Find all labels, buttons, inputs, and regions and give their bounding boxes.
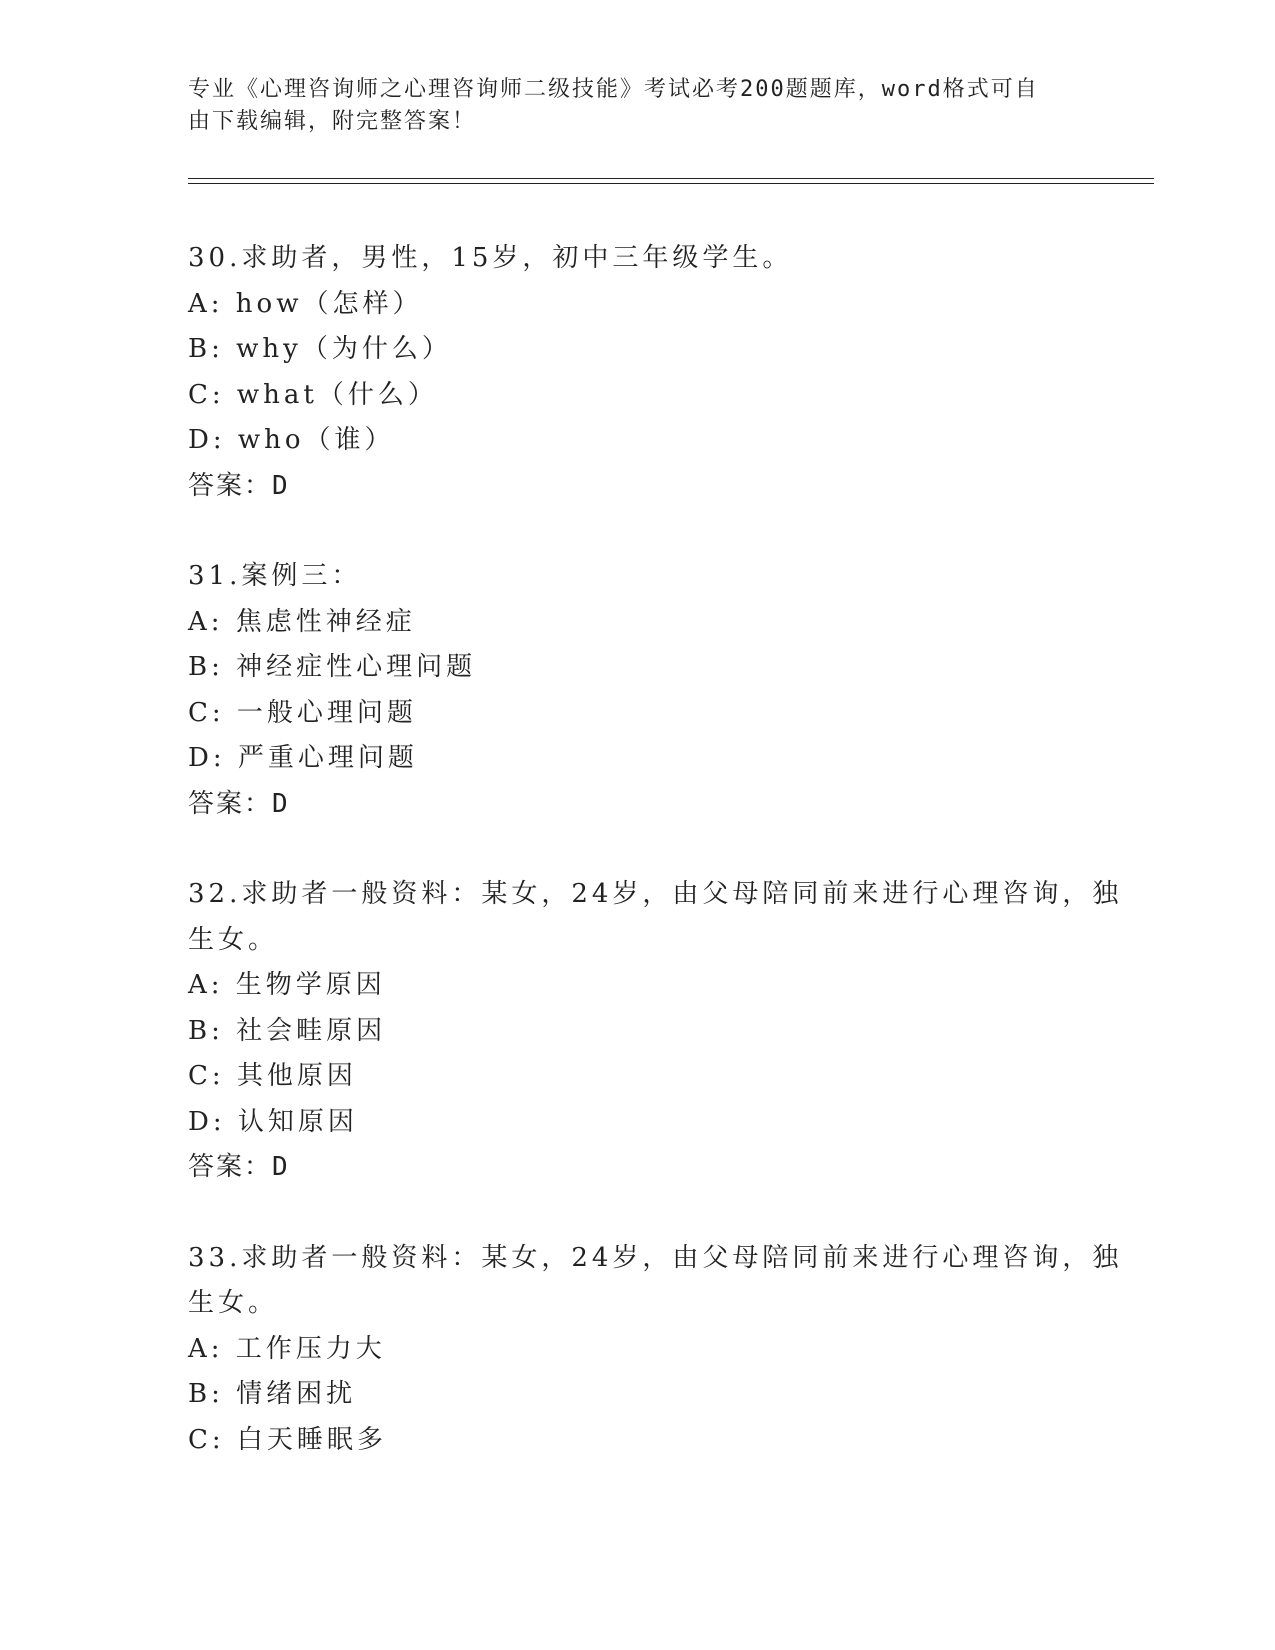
question-stem-line-2: 生女。 [188, 924, 279, 955]
answer: 答案：D [188, 470, 290, 501]
question-stem-line-1: 33.求助者一般资料：某女，24岁，由父母陪同前来进行心理咨询，独 [188, 1242, 1123, 1273]
option-b: B: 情绪困扰 [188, 1379, 357, 1409]
header-line-2: 由下载编辑，附完整答案！ [188, 109, 477, 134]
answer: 答案：D [188, 1152, 290, 1182]
option-d: D: 认知原因 [188, 1106, 358, 1137]
option-d: D: 严重心理问题 [188, 743, 418, 773]
question-stem: 31.案例三： [188, 561, 362, 591]
option-b: B: 社会畦原因 [188, 1015, 387, 1046]
option-a: A: how（怎样） [188, 288, 423, 319]
question-32 [188, 872, 1123, 1191]
option-a: A: 工作压力大 [188, 1333, 386, 1364]
option-c: C: what（什么） [188, 379, 438, 410]
header-rule-bottom [188, 183, 1154, 184]
option-c: C: 白天睡眠多 [188, 1424, 387, 1455]
answer: 答案：D [188, 788, 290, 819]
option-b: B: why（为什么） [188, 334, 452, 364]
option-d: D: who（谁） [188, 425, 395, 455]
question-stem-line-1: 32.求助者一般资料：某女，24岁，由父母陪同前来进行心理咨询，独 [188, 879, 1123, 909]
question-stem: 30.求助者，男性，15岁，初中三年级学生。 [188, 243, 793, 273]
question-list [188, 236, 1123, 1508]
question-stem-line-2: 生女。 [188, 1288, 279, 1318]
document-header [188, 74, 1068, 138]
question-31 [188, 554, 1088, 827]
option-c: C: 其他原因 [188, 1061, 357, 1091]
header-rule-top [188, 178, 1154, 179]
question-33 [188, 1236, 1123, 1464]
option-b: B: 神经症性心理问题 [188, 652, 477, 682]
option-a: A: 生物学原因 [188, 970, 386, 1000]
option-c: C: 一般心理问题 [188, 697, 417, 728]
header-line-1: 专业《心理咨询师之心理咨询师二级技能》考试必考200题题库，word格式可自 [188, 77, 1039, 102]
option-a: A: 焦虑性神经症 [188, 606, 416, 637]
question-30 [188, 236, 1088, 509]
